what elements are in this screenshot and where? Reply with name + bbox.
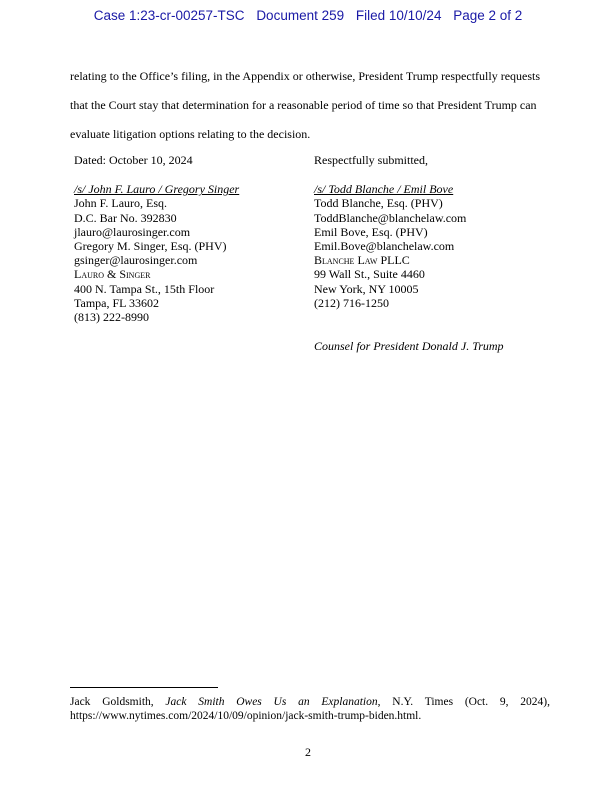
right-line: (212) 716-1250 xyxy=(314,295,389,310)
dated-line: Dated: October 10, 2024 xyxy=(74,153,193,167)
footnote-source: , N.Y. Times (Oct. 9, 2024), xyxy=(377,696,550,708)
left-line: Gregory M. Singer, Esq. (PHV) xyxy=(74,239,227,254)
right-signature: /s/ Todd Blanche / Emil Bove xyxy=(314,182,454,197)
page-indicator: Page 2 of 2 xyxy=(453,8,523,23)
footnote-url[interactable]: https://www.nytimes.com/2024/10/09/opinion/jack-smith-trump-biden.html. xyxy=(70,710,422,722)
right-line: Emil Bove, Esq. (PHV) xyxy=(314,224,428,239)
filing-header xyxy=(0,8,616,23)
left-line: Tampa, FL 33602 xyxy=(74,295,160,310)
document-number: Document 259 xyxy=(256,8,345,23)
left-signature: /s/ John F. Lauro / Gregory Singer xyxy=(74,182,240,197)
footnote xyxy=(70,695,550,723)
footnote-title: Jack Smith Owes Us an Explanation xyxy=(165,696,378,708)
respectfully-submitted: Respectfully submitted, xyxy=(314,153,428,167)
right-signature-block xyxy=(314,153,554,310)
left-line: (813) 222-8990 xyxy=(74,310,149,325)
right-line: 99 Wall St., Suite 4460 xyxy=(314,267,425,282)
left-line: jlauro@laurosinger.com xyxy=(74,224,191,239)
case-number: Case 1:23-cr-00257-TSC xyxy=(93,8,245,23)
right-line: Emil.Bove@blanchelaw.com xyxy=(314,239,455,254)
page-number: 2 xyxy=(305,745,311,759)
right-line: Todd Blanche, Esq. (PHV) xyxy=(314,196,443,211)
right-line: ToddBlanche@blanchelaw.com xyxy=(314,210,467,225)
footnote-citation-line xyxy=(70,695,550,709)
left-line: D.C. Bar No. 392830 xyxy=(74,210,177,225)
right-firm-name: Blanche Law PLLC xyxy=(314,253,410,268)
filed-date: Filed 10/10/24 xyxy=(355,8,442,23)
left-line: 400 N. Tampa St., 15th Floor xyxy=(74,281,215,296)
footnote-divider xyxy=(70,687,218,688)
left-signature-block xyxy=(74,153,294,324)
left-line: John F. Lauro, Esq. xyxy=(74,196,168,211)
counsel-line: Counsel for President Donald J. Trump xyxy=(314,339,504,353)
left-firm-name: Lauro & Singer xyxy=(74,267,151,282)
left-line: gsinger@laurosinger.com xyxy=(74,253,198,268)
body-paragraph: relating to the Office’s filing, in the Appendix or otherwise, President Trump respectfully requests that the Court stay that determination for a reasonable period of time so that President Trump can evaluate litigation options relating to the decision. xyxy=(70,69,541,141)
right-line: New York, NY 10005 xyxy=(314,281,419,296)
footnote-author: Jack Goldsmith, xyxy=(70,696,166,708)
